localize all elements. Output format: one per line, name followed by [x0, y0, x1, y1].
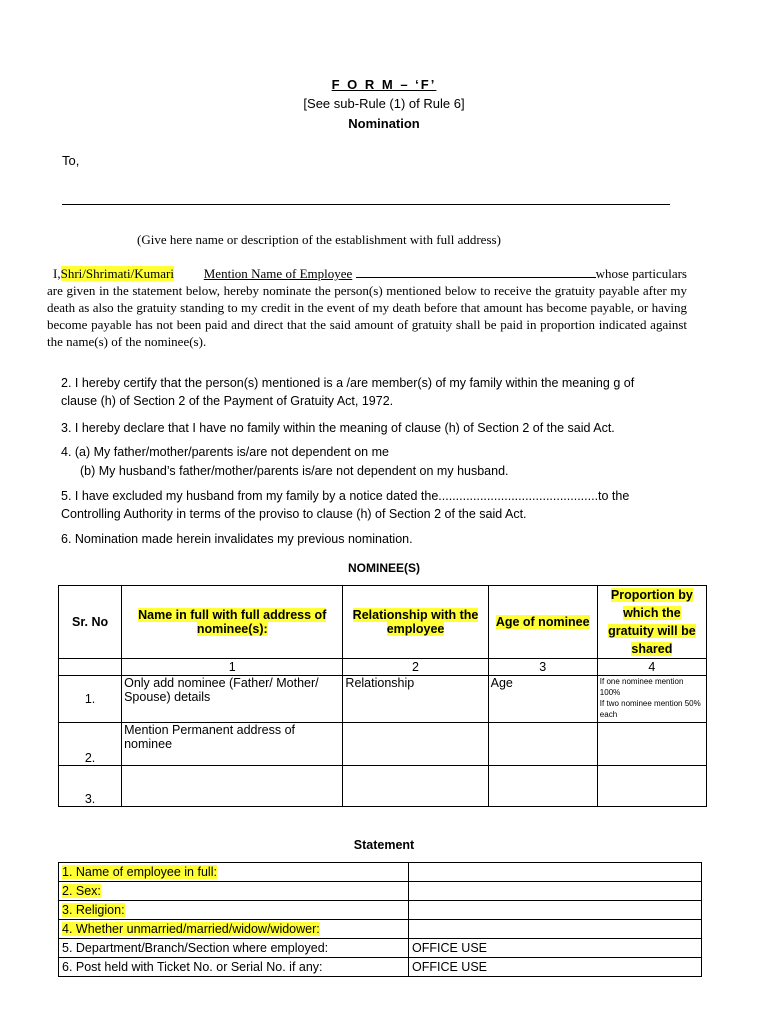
table-row — [59, 920, 702, 939]
statement-value[interactable] — [409, 882, 702, 901]
establishment-address-line[interactable] — [62, 204, 670, 205]
relationship-cell[interactable]: Relationship — [343, 676, 488, 723]
header-name-text: Name in full with full address of nominee(s): — [138, 608, 327, 636]
proportion-cell[interactable] — [597, 766, 706, 807]
table-row — [59, 676, 707, 723]
header-age — [488, 586, 597, 659]
nominees-title: NOMINEE(S) — [348, 561, 420, 575]
header-sr-no: Sr. No — [59, 586, 122, 659]
column-number: 4 — [597, 659, 706, 676]
clause-2: 2. I hereby certify that the person(s) mentioned is a /are member(s) of my family within the meaning g of clause (h) of Section 2 of the Payment of Gratuity Act, 1972. — [61, 376, 635, 408]
table-row — [59, 882, 702, 901]
nominee-name-cell[interactable] — [122, 766, 343, 807]
proportion-cell[interactable] — [597, 723, 706, 766]
header-proportion-text: Proportion by which the gratuity will be shared — [608, 588, 696, 656]
header-age-text: Age of nominee — [495, 615, 590, 629]
relationship-cell[interactable] — [343, 766, 488, 807]
proportion-note-one: If one nominee mention 100% — [599, 677, 684, 697]
statement-label-text: 2. Sex: — [62, 884, 101, 898]
header-proportion — [597, 586, 706, 659]
statement-value[interactable] — [409, 901, 702, 920]
statement-title: Statement — [353, 838, 415, 852]
header-name — [122, 586, 343, 659]
table-row — [59, 958, 702, 977]
declaration-prefix: I, — [53, 266, 61, 281]
declaration-paragraph — [47, 265, 687, 350]
statement-label-text: 3. Religion: — [62, 903, 125, 917]
column-number: 2 — [343, 659, 488, 676]
statement-label: 6. Post held with Ticket No. or Serial No. if any: — [59, 958, 409, 977]
row-sr-no: 1. — [59, 676, 122, 723]
row-sr-no: 3. — [59, 766, 122, 807]
clause-3: 3. I hereby declare that I have no family within the meaning of clause (h) of Section 2 of the said Act. — [61, 421, 615, 435]
nominee-table — [58, 585, 707, 807]
nominee-name-cell[interactable]: Mention Permanent address of nominee — [122, 723, 343, 766]
table-row — [59, 723, 707, 766]
age-cell[interactable] — [488, 723, 597, 766]
header-relationship-text: Relationship with the employee — [352, 608, 479, 636]
nominee-name-cell[interactable]: Only add nominee (Father/ Mother/ Spouse) details — [122, 676, 343, 723]
to-label: To, — [62, 153, 80, 168]
statement-label — [59, 863, 409, 882]
proportion-cell[interactable] — [597, 676, 706, 723]
statement-value[interactable]: OFFICE USE — [409, 939, 702, 958]
clause-4a: 4. (a) My father/mother/parents is/are not dependent on me — [61, 445, 389, 459]
employee-name-blank[interactable] — [356, 265, 596, 278]
column-number-row — [59, 659, 707, 676]
clause-5: 5. I have excluded my husband from my family by a notice dated the..............................................to the Controlling Authority in terms of the proviso to clause (h) of Section 2 of the said Act. — [61, 489, 630, 521]
nominee-table-header — [59, 586, 707, 659]
row-sr-no: 2. — [59, 723, 122, 766]
table-row — [59, 863, 702, 882]
statement-label — [59, 882, 409, 901]
rule-reference: [See sub-Rule (1) of Rule 6] — [303, 96, 465, 111]
statement-table — [58, 862, 702, 977]
age-cell[interactable] — [488, 766, 597, 807]
establishment-note: (Give here name or description of the establishment with full address) — [137, 232, 501, 247]
statement-value[interactable] — [409, 920, 702, 939]
relationship-cell[interactable] — [343, 723, 488, 766]
column-number-blank — [59, 659, 122, 676]
table-row — [59, 939, 702, 958]
statement-value[interactable]: OFFICE USE — [409, 958, 702, 977]
statement-label-text: 4. Whether unmarried/married/widow/widower: — [62, 922, 320, 936]
statement-label — [59, 920, 409, 939]
table-row — [59, 901, 702, 920]
clause-6: 6. Nomination made herein invalidates my previous nomination. — [61, 532, 413, 546]
header-relationship — [343, 586, 488, 659]
column-number: 1 — [122, 659, 343, 676]
age-cell[interactable]: Age — [488, 676, 597, 723]
form-subtitle: Nomination — [348, 116, 420, 131]
declaration-body: whose particulars are given in the statement below, hereby nominate the person(s) mentioned below to receive the gratuity payable after my death as also the gratuity standing to my credit in the event of my death before that amount has become payable, or having become payable has not been paid and direct that the said amount of gratuity shall be paid in proportion indicated against the name(s) of the nominee(s). — [47, 266, 687, 349]
title-options: Shri/Shrimati/Kumari — [60, 266, 174, 281]
statement-label-text: 1. Name of employee in full: — [62, 865, 217, 879]
table-row — [59, 766, 707, 807]
statement-label — [59, 901, 409, 920]
statement-label: 5. Department/Branch/Section where employed: — [59, 939, 409, 958]
statement-value[interactable] — [409, 863, 702, 882]
form-title: F O R M – ‘F’ — [331, 77, 437, 92]
column-number: 3 — [488, 659, 597, 676]
mention-employee-name: Mention Name of Employee — [203, 266, 353, 281]
clause-4b: (b) My husband’s father/mother/parents is/are not dependent on my husband. — [80, 464, 509, 478]
proportion-note-two: If two nominee mention 50% each — [599, 699, 701, 719]
